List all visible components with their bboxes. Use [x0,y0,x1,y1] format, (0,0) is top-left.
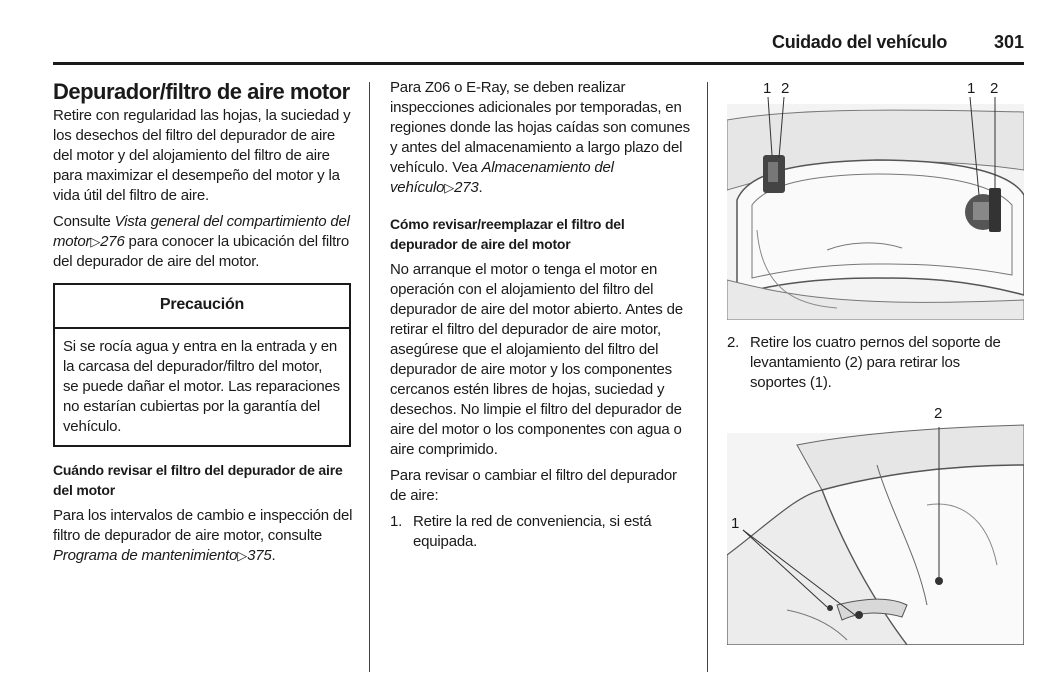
step-1 [390,512,690,552]
column-divider-2 [707,82,708,672]
instructions-intro: Para revisar o cambiar el filtro del depurador de aire: [390,467,677,504]
page-heading: Depurador/filtro de aire motor [53,79,350,104]
page-number: 301 [994,32,1025,52]
reference-arrow-icon: ▷ [237,548,248,563]
section-title: Cuidado del vehículo [772,32,948,52]
when-check-subheading: Cuándo revisar el filtro del depurador de aire del motor [53,462,343,498]
step-1-text: Retire la red de conveniencia, si está equipada. [413,513,652,550]
step-1-number: 1. [390,513,403,530]
reference-arrow-icon: ▷ [90,234,101,249]
maintenance-paragraph: Para los intervalos de cambio e inspección del filtro de depurador de aire motor, consulte Programa de mantenimiento▷375. [53,507,353,564]
brackets-drawing [727,405,1024,645]
figure-frunk-illustration [727,80,1024,320]
step-2-block [727,333,1007,393]
intro-paragraph: Retire con regularidad las hojas, la suciedad y los desechos del filtro del depurador de aire del motor y del alojamiento del filtro de aire para maximizar el desempeño del motor y la vida útil del filtro de aire. [53,107,351,204]
seasonal-paragraph: Para Z06 o E-Ray, se deben realizar inspecciones adicionales por temporadas, en regiones donde las hojas caídas son comunes y antes del almacenamiento a largo plazo del vehículo. Vea Almacenamiento del vehículo▷273. [390,79,690,196]
engine-overview-link[interactable]: Vista general del compartimiento del motor [53,213,350,250]
maintenance-schedule-link[interactable]: Programa de mantenimiento [53,547,238,564]
fig1-callout-2-right: 2 [990,80,999,97]
step-2 [727,333,1007,393]
fig1-callout-2-left: 2 [781,80,790,97]
caution-box [53,283,351,447]
fig1-callout-1-left: 1 [763,80,772,97]
left-column [53,78,353,566]
page-ref-276[interactable]: 276 [100,233,125,250]
frunk-drawing [727,80,1024,320]
vehicle-storage-link[interactable]: Almacenamiento del vehículo [390,159,614,196]
column-divider-1 [369,82,370,672]
figure-brackets-illustration [727,405,1024,645]
step-2-number: 2. [727,334,740,351]
how-check-subheading: Cómo revisar/reemplazar el filtro del depurador de aire del motor [390,216,625,252]
step-2-text: Retire los cuatro pernos del soporte de levantamiento (2) para retirar los soportes (1). [750,334,1001,391]
fig2-callout-2: 2 [934,405,943,422]
header-rule [53,62,1024,65]
caution-title: Precaución [55,285,349,329]
fig2-callout-1: 1 [731,515,740,532]
page-ref-375[interactable]: 375 [247,547,272,564]
warning-paragraph: No arranque el motor o tenga el motor en operación con el alojamiento del filtro del depurador de aire del motor abierto. Antes de retirar el filtro del depurador de aire motor, asegúrese que el alojamiento del filtro del depurador de aire motor y los componentes cercanos estén libres de hojas, suciedad y desechos. No limpie el filtro del depurador de aire del motor o los componentes con agua o aire comprimido. [390,261,683,458]
caution-body: Si se rocía agua y entra en la entrada y en la carcasa del depurador/filtro del motor, se puede dañar el motor. Las reparaciones no estarían cubiertas por la garantía del vehículo. [63,338,340,435]
location-paragraph: Consulte Vista general del compartimiento del motor▷276 para conocer la ubicación del filtro del depurador de aire del motor. [53,213,350,270]
reference-arrow-icon: ▷ [444,180,455,195]
fig1-callout-1-right: 1 [967,80,976,97]
page-ref-273[interactable]: 273 [454,179,479,196]
middle-column [390,78,690,552]
